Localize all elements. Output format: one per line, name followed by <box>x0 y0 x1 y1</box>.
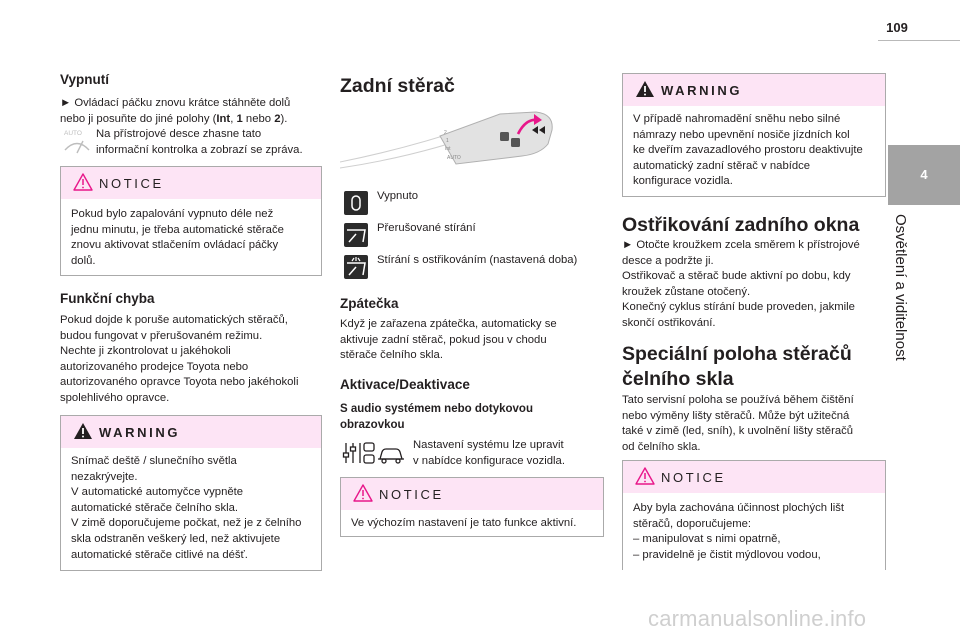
special-text: Tato servisní poloha se používá během čištění nebo výměny lišty stěračů. Může být užitečná také v zimě (led, sníh), k uvolnění lišty stěračů od čelního skla. <box>622 394 854 453</box>
audio-heading-1: S audio systémem nebo dotykovou <box>340 403 533 415</box>
notice-box-1 <box>60 166 322 276</box>
config-text: Nastavení systému lze upravit v nabídce konfigurace vozidla. <box>413 439 565 467</box>
page-number: 109 <box>886 20 908 35</box>
off-text-1: ► Ovládací páčku znovu krátce stáhněte dolů <box>60 97 291 109</box>
chapter-title <box>892 214 932 444</box>
warning-icon <box>635 80 655 98</box>
notice-box-2 <box>340 477 604 537</box>
auto-text-2: informační kontrolka a zobrazí se zpráva. <box>96 144 303 156</box>
header-rule <box>878 40 960 41</box>
notice-label: NOTICE <box>661 470 726 485</box>
intermittent-wipe-icon <box>344 223 368 247</box>
mode-wash-label: Stírání s ostřikováním (nastavená doba) <box>377 254 578 266</box>
warning-box-1 <box>60 415 322 571</box>
notice-icon <box>353 484 373 502</box>
fault-heading: Funkční chyba <box>60 291 155 306</box>
notice-label: NOTICE <box>379 487 444 502</box>
auto-text-1: Na přístrojové desce zhasne tato <box>96 128 262 140</box>
watermark: carmanualsonline.info <box>648 606 867 631</box>
warning-box-2 <box>622 73 886 197</box>
washer-text: ► Otočte kroužkem zcela směrem k přístrojové desce a podržte ji. Ostřikovač a stěrač bude aktivní po dobu, kdy kroužek zůstane otočený. Konečný cyklus stírání bude proveden, jakmile skončí ostřikování. <box>622 239 860 329</box>
warning-2-body: V případě nahromadění sněhu nebo silné námrazy nebo upevnění nosiče jízdních kol ke dveřím zavazadlového prostoru deaktivujte automatický zadní stěrač v nabídce konfigurace vozidla. <box>633 113 863 188</box>
fault-text: Pokud dojde k poruše automatických stěračů, budou fungovat v přerušovaném režimu. Nechte ji zkontrolovat u jakéhokoli autorizovaného prodejce Toyota nebo autorizovaného opravce Toyota nebo jakéhokoli spolehlivého opravce. <box>60 314 299 404</box>
special-position-heading-2: čelního skla <box>622 368 734 390</box>
audio-heading-2: obrazovkou <box>340 419 405 431</box>
mode-intermittent-label: Přerušované stírání <box>377 222 476 234</box>
notice-1-body: Pokud bylo zapalování vypnuto déle než jednu minutu, je třeba automatické stěrače znovu aktivovat stlačením ovládací páčky dolů. <box>71 208 284 267</box>
notice-box-3 <box>622 460 886 570</box>
settings-car-icon <box>342 439 406 467</box>
stalk-label-two: 2 <box>444 130 447 136</box>
auto-wiper-icon <box>62 128 92 156</box>
off-icon <box>344 191 368 215</box>
notice-3-body: Aby byla zachována účinnost plochých lišt stěračů, doporučujeme: – manipulovat s nimi opatrně, – pravidelně je čistit mýdlovou vodou, <box>633 502 844 561</box>
stalk-label-int: Int <box>445 146 451 152</box>
auto-icon-text: AUTO <box>64 130 82 137</box>
notice-2-body: Ve výchozím nastavení je tato funkce aktivní. <box>351 517 577 529</box>
reverse-text: Když je zařazena zpátečka, automaticky se aktivuje zadní stěrač, pokud jsou v chodu stěrače čelního skla. <box>340 318 557 362</box>
rear-wiper-heading: Zadní stěrač <box>340 75 455 97</box>
notice-icon <box>73 173 93 191</box>
warning-label: WARNING <box>661 83 743 98</box>
stalk-label-auto: AUTO <box>447 155 461 161</box>
wash-wipe-icon <box>344 255 368 279</box>
mode-off-label: Vypnuto <box>377 190 419 202</box>
stalk-label-one: 1 <box>446 138 449 144</box>
off-heading: Vypnutí <box>60 72 109 87</box>
rear-washer-heading: Ostřikování zadního okna <box>622 214 860 236</box>
chapter-tab[interactable]: 4 <box>888 145 960 205</box>
wiper-stalk-illustration <box>340 108 566 176</box>
warning-icon <box>73 422 93 440</box>
chapter-title-text: Osvětlení a viditelnost <box>892 214 909 361</box>
reverse-heading: Zpátečka <box>340 296 399 311</box>
off-text-2: nebo ji posuňte do jiné polohy (Int, 1 nebo 2). <box>60 113 288 125</box>
notice-label: NOTICE <box>99 176 164 191</box>
notice-icon <box>635 467 655 485</box>
warning-label: WARNING <box>99 425 181 440</box>
warning-1-body: Snímač deště / slunečního světla nezakrývejte. V automatické automyčce vypněte automatické stěrače čelního skla. V zimě doporučujeme počkat, než je z čelního skla odstraněn veškerý led, než aktivujete automatické stěrače citlivé na déšť. <box>71 455 302 561</box>
special-position-heading-1: Speciální poloha stěračů <box>622 343 852 365</box>
activation-heading: Aktivace/Deaktivace <box>340 377 470 392</box>
